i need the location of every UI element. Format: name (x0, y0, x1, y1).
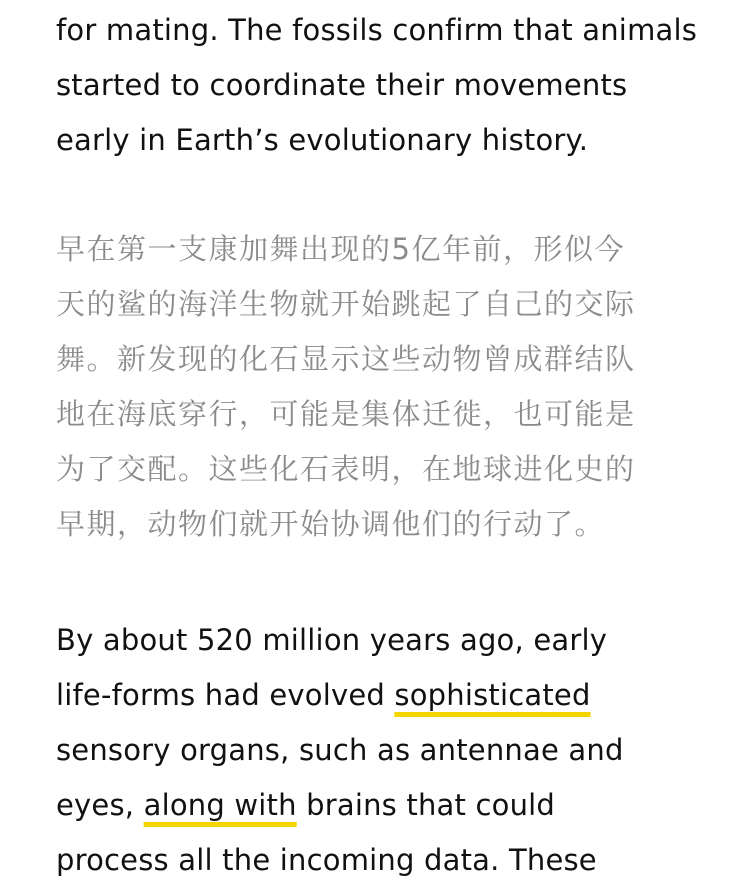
text-line: for mating. The fossils confirm that animals (56, 13, 698, 47)
text-line: 早期，动物们就开始协调他们的行动了。 (56, 507, 606, 541)
text-line: early in Earth’s evolutionary history. (56, 123, 589, 157)
text-line: 早在第一支康加舞出现的5亿年前，形似今 (56, 232, 625, 266)
vocab-word-link[interactable]: along with (143, 788, 297, 822)
chinese-translation-paragraph (56, 222, 636, 552)
text-line: started to coordinate their movements (56, 68, 628, 102)
english-paragraph (56, 613, 624, 888)
text-line: 天的鲨的海洋生物就开始跳起了自己的交际 (56, 287, 636, 321)
text-segment: brains that could (296, 788, 556, 822)
english-paragraph (56, 3, 697, 168)
text-line: By about 520 million years ago, early (56, 623, 608, 657)
text-line (56, 778, 624, 833)
text-line: 为了交配。这些化石表明，在地球进化史的 (56, 452, 636, 486)
text-segment: eyes, (56, 788, 144, 822)
text-line (56, 668, 624, 723)
text-line: sensory organs, such as antennae and (56, 733, 624, 767)
text-line: process all the incoming data. These (56, 843, 597, 877)
vocab-word-link[interactable]: sophisticated (394, 678, 591, 712)
text-line: 地在海底穿行，可能是集体迁徙，也可能是 (56, 397, 636, 431)
text-segment: life-forms had evolved (56, 678, 395, 712)
text-line: 舞。新发现的化石显示这些动物曾成群结队 (56, 342, 636, 376)
